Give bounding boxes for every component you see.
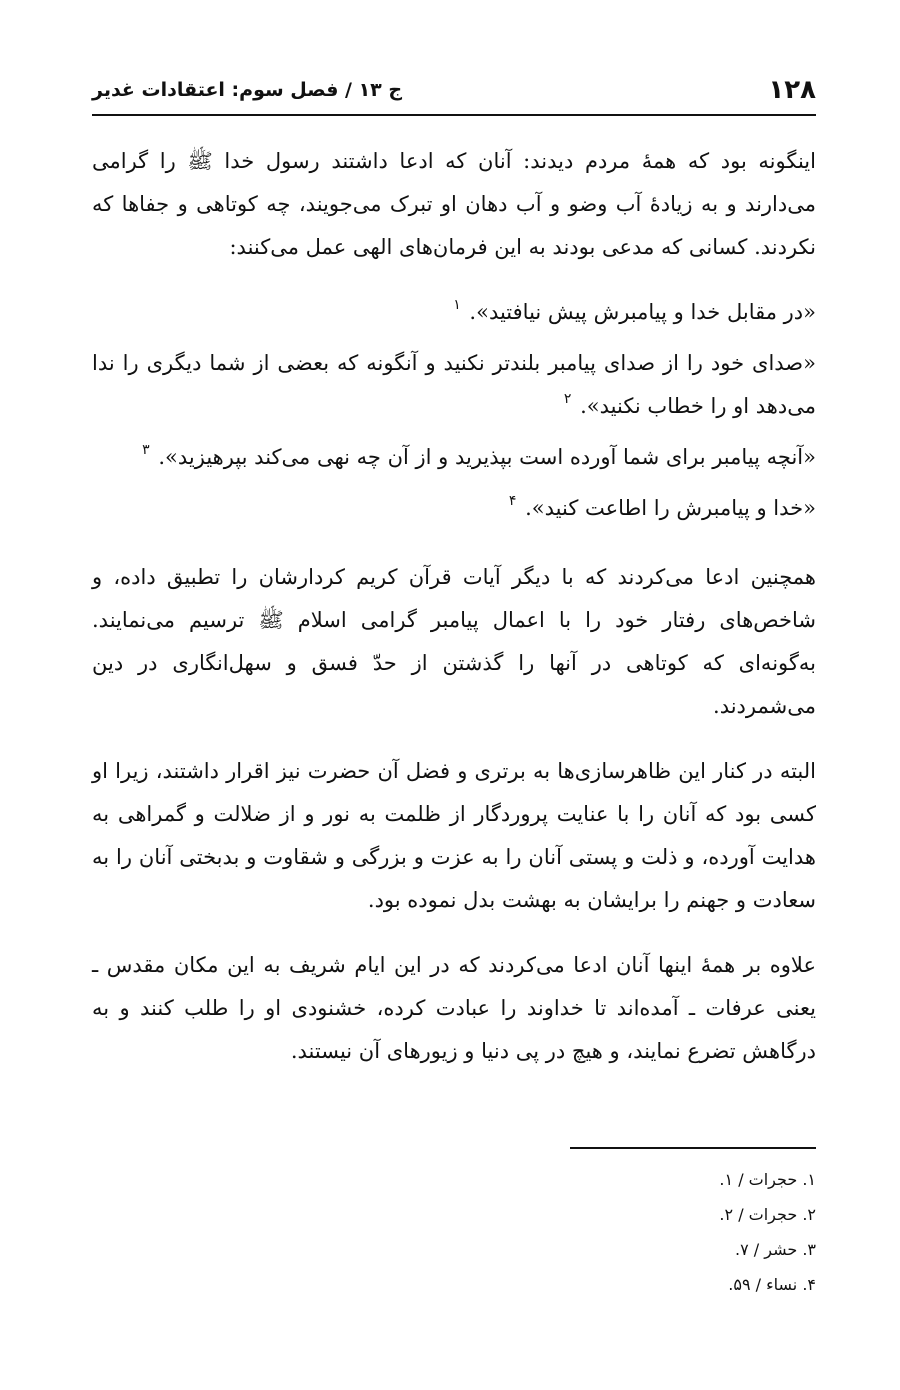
- footnote-2: ۲. حجرات / ۲.: [719, 1205, 816, 1224]
- footnote-divider: [570, 1147, 816, 1149]
- quote-4: [92, 487, 816, 530]
- quote-text: «خدا و پیامبرش را اطاعت کنید».: [525, 496, 816, 520]
- running-title: ج ۱۳ / فصل سوم: اعتقادات غدیر: [92, 79, 403, 101]
- paragraph-1: اینگونه بود که همهٔ مردم دیدند: آنان که ادعا داشتند رسول خدا ﷺ را گرامی می‌دارند و به زیادهٔ آب وضو و آب دهان او تبرک می‌جویند، چه کوتاهی و جفاها که نکردند. کسانی که مدعی بودند به این فرمان‌های الهی عمل می‌کنند:: [92, 149, 816, 259]
- quote-text: «آنچه پیامبر برای شما آورده است بپذیرید و از آن چه نهی می‌کند بپرهیزید».: [158, 445, 816, 469]
- footnote-ref-4[interactable]: ۴: [508, 493, 517, 509]
- quote-text: «صدای خود را از صدای پیامبر بلندتر نکنید و آنگونه که بعضی از شما دیگری را ندا می‌دهد او را خطاب نکنید».: [92, 351, 816, 418]
- quote-1: [92, 291, 816, 334]
- paragraph-3: البته در کنار این ظاهرسازی‌ها به برتری و فضل آن حضرت نیز اقرار داشتند، زیرا او کسی بود که آنان را با عنایت پروردگار از ظلمت به نور و از ضلالت و گمراهی به هدایت آورده، و ذلت و پستی آنان را به عزت و بزرگی و شقاوت و بدبختی آنان را به سعادت و جهنم را برایشان به بهشت بدل نموده بود.: [92, 759, 816, 912]
- paragraph-2: همچنین ادعا می‌کردند که با دیگر آیات قرآن کریم کردارشان را تطبیق داده، و شاخص‌های رفتار خود را با اعمال پیامبر گرامی اسلام ﷺ ترسیم می‌نمایند. به‌گونه‌ای که کوتاهی در آنها را گذشتن از حدّ فسق و سهل‌انگاری در دین می‌شمردند.: [92, 565, 816, 718]
- footnote-ref-1[interactable]: ۱: [453, 297, 461, 313]
- body-text: [92, 140, 816, 1095]
- quran-quotes: [92, 291, 816, 530]
- running-header: [92, 66, 816, 116]
- quote-text: «در مقابل خدا و پیامبرش پیش نیافتید».: [469, 300, 816, 324]
- paragraph-4: علاوه بر همهٔ اینها آنان ادعا می‌کردند که در این ایام شریف به این مکان مقدس ـ یعنی عرفات ـ آمده‌اند تا خداوند را عبادت کرده، خشنودی او را طلب کنند و به درگاهش تضرع نمایند، و هیچ در پی دنیا و زیورهای آن نیستند.: [92, 953, 816, 1063]
- footnote-4: ۴. نساء / ۵۹.: [728, 1275, 816, 1294]
- footnotes: [500, 1162, 816, 1302]
- quote-3: [92, 436, 816, 479]
- footnote-1: ۱. حجرات / ۱.: [719, 1170, 816, 1189]
- footnote-3: ۳. حشر / ۷.: [734, 1240, 816, 1259]
- footnote-ref-3[interactable]: ۳: [142, 442, 150, 458]
- page-number: ۱۲۸: [768, 75, 816, 105]
- quote-2: [92, 342, 816, 428]
- footnote-ref-2[interactable]: ۲: [563, 391, 572, 407]
